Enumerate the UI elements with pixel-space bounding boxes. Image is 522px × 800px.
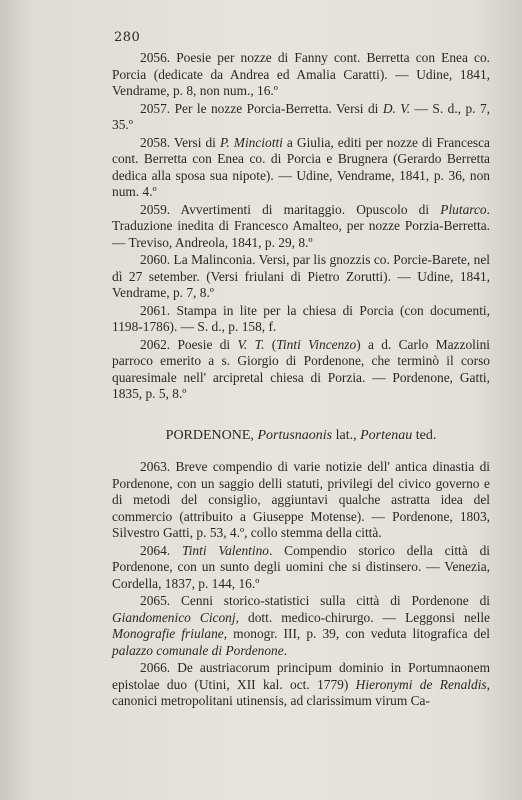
entry-2058: 2058. Versi di P. Minciotti a Giulia, editi per nozze di Francesca cont. Berretta con Enea co. di Porcia e Brugnera (Gerardo Berretta dedica alla sposa sua nipote). — Udine, Vendrame, 1841, p. 36, non num. 4.º <box>112 134 490 199</box>
entry-2065: 2065. Cenni storico-statistici sulla città di Pordenone di Giandomenico Ciconj, dott. medico-chirurgo. — Leggonsi nelle Monografie friulane, monogr. III, p. 39, con veduta litografica del palazzo comunale di Pordenone. <box>112 593 490 658</box>
entry-2064: 2064. Tinti Valentino. Compendio storico della città di Pordenone, con un sunto degli uomini che si distinsero. — Venezia, Cordella, 1837, p. 144, 16.º <box>112 542 490 591</box>
entry-2063: 2063. Breve compendio di varie notizie dell' antica dinastia di Pordenone, con un saggio delli statuti, privilegi del civico governo e di metodi del consiglio, aggiuntavi qualche astratta idea del commercio (attribuito a Giuseppe Motense). — Pordenone, 1803, Silvestro Gatti, p. 53, 4.º, collo stemma della città. <box>112 459 490 540</box>
section-heading: PORDENONE, Portusnaonis lat., Portenau ted. <box>165 428 437 443</box>
entry-2066: 2066. De austriacorum principum dominio in Portumnaonem epistolae duo (Utini, XII kal. oct. 1779) Hieronymi de Renaldis, canonici metropolitani utinensis, ad clarissimum virum Ca- <box>112 660 490 708</box>
entry-2061: 2061. Stampa in lite per la chiesa di Porcia (con documenti, 1198-1786). — S. d., p. 158, f. <box>112 302 490 334</box>
entry-2062: 2062. Poesie di V. T. (Tinti Vincenzo) a d. Carlo Mazzolini parroco emerito a s. Giorgio di Pordenone, che terminò il corso quaresimale nell' arcipretal chiesa di Porzia. — Pordenone, Gatti, 1835, p. 5, 8.º <box>112 336 490 401</box>
page-number: 280 <box>114 30 141 45</box>
entry-2056: 2056. Poesie per nozze di Fanny cont. Berretta con Enea co. Porcia (dedicate da Andrea ed Amalia Caratti). — Udine, 1841, Vendrame, p. 8, non num., 16.º <box>112 50 490 98</box>
entry-2057: 2057. Per le nozze Porcia-Berretta. Versi di D. V. — S. d., p. 7, 35.º <box>112 100 490 132</box>
entries-bottom <box>112 459 490 711</box>
entry-2059: 2059. Avvertimenti di maritaggio. Opuscolo di Plutarco. Traduzione inedita di Francesco Amalteo, per nozze Porzia-Berretta. — Treviso, Andreola, 1841, p. 29, 8.º <box>112 201 490 250</box>
entry-2060: 2060. La Malinconia. Versi, par lis gnozzis co. Porcie-Barete, nel dì 27 setember. (Versi friulani di Pietro Zorutti). — Udine, 1841, Vendrame, p. 7, 8.º <box>112 252 490 300</box>
entries-top <box>112 50 490 404</box>
